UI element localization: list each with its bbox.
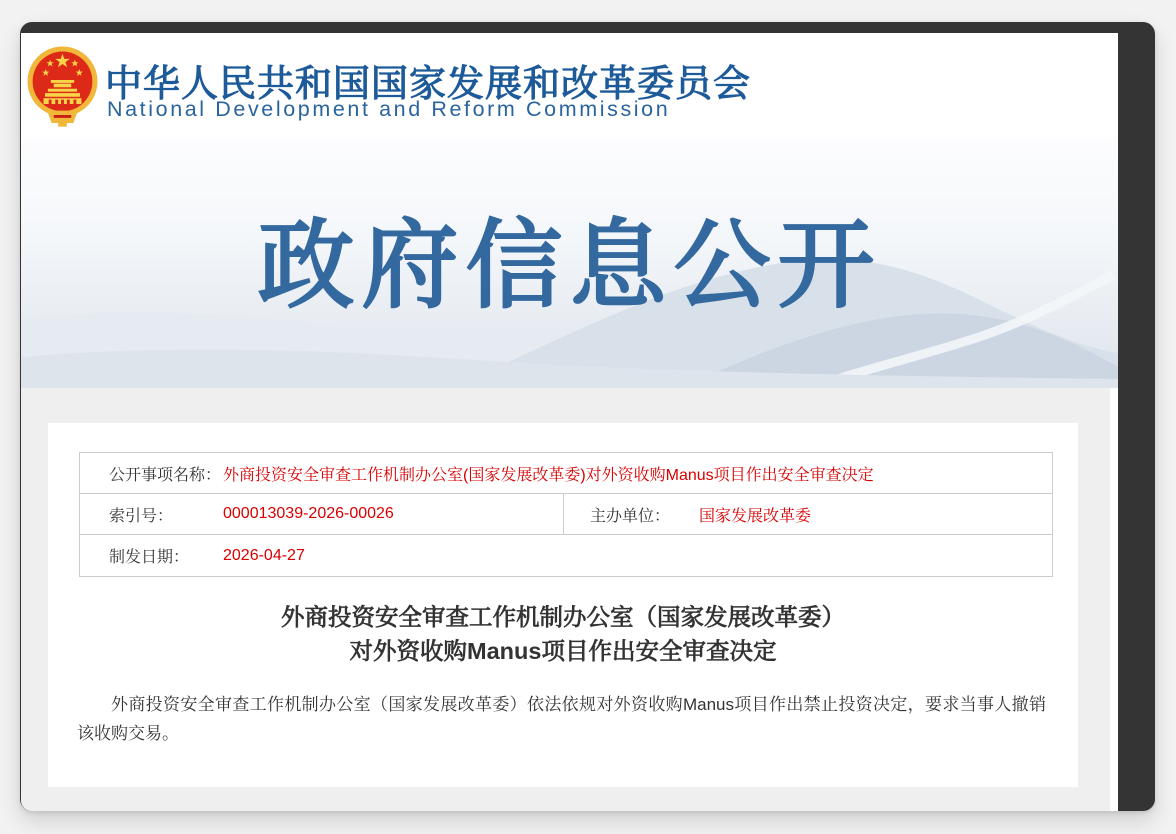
scrollbar-track[interactable]	[1110, 388, 1118, 811]
content-area	[21, 388, 1118, 811]
field-label: 主办单位：	[590, 507, 671, 525]
site-subtitle-en: National Development and Reform Commission	[107, 97, 671, 121]
field-label: 索引号：	[109, 507, 174, 525]
article-body: 外商投资安全审查工作机制办公室（国家发展改革委）依法依规对外资收购Manus项目作出禁止投资决定，要求当事人撤销该收购交易。	[77, 695, 1046, 743]
browser-window-frame	[20, 22, 1155, 811]
info-table	[79, 452, 1053, 577]
field-value-link[interactable]: 外商投资安全审查工作机制办公室(国家发展改革委)对外资收购Manus项目作出安全审查决定	[223, 466, 874, 484]
field-value-link[interactable]: 000013039-2026-00026	[223, 505, 394, 522]
field-label: 制发日期：	[109, 549, 190, 566]
article-title-line2: 对外资收购Manus项目作出安全审查决定	[349, 638, 777, 664]
table-row	[80, 535, 1052, 576]
banner-title: 政府信息公开	[257, 211, 882, 320]
field-label: 公开事项名称：	[109, 466, 222, 484]
site-title: 中华人民共和国国家发展和改革委员会	[105, 63, 751, 104]
site-header	[21, 33, 1118, 135]
table-cell	[80, 494, 563, 534]
field-value-link[interactable]: 2026-04-27	[223, 546, 305, 564]
field-value-link[interactable]: 国家发展改革委	[699, 507, 812, 525]
article-title	[48, 600, 1078, 668]
table-row	[80, 494, 1052, 535]
article-title-line1: 外商投资安全审查工作机制办公室（国家发展改革委）	[281, 604, 845, 630]
webpage	[21, 33, 1118, 811]
table-row	[80, 453, 1052, 494]
china-national-emblem-icon	[26, 45, 99, 131]
banner	[21, 135, 1118, 388]
table-cell	[563, 494, 1052, 534]
article-card	[48, 423, 1078, 787]
